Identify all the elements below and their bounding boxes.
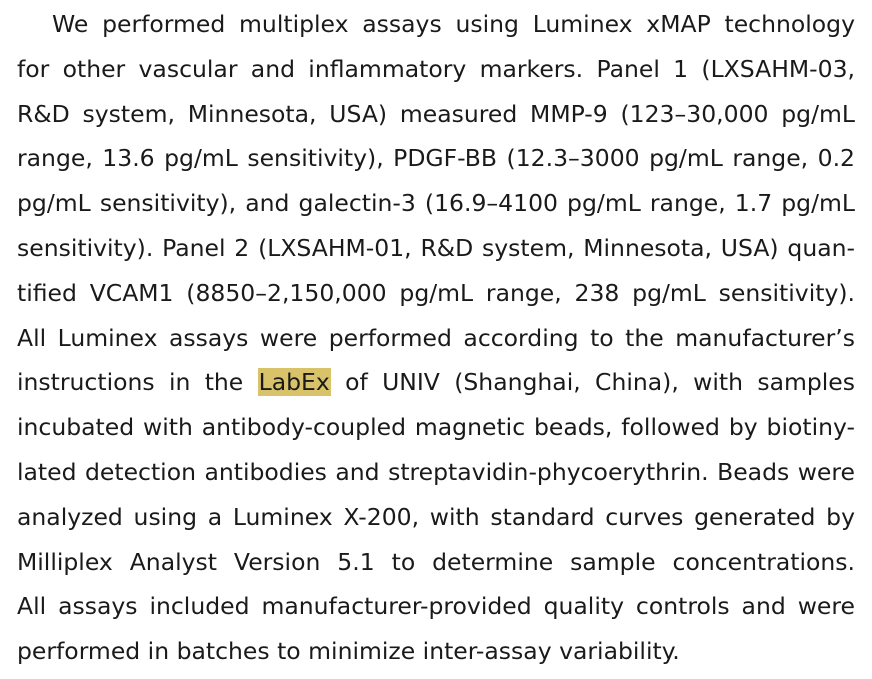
paragraph-line: Milliplex Analyst Version 5.1 to determine sample concentrations. — [17, 547, 855, 576]
paragraph-line: incubated with antibody-coupled magnetic beads, followed by biotiny- — [17, 413, 855, 442]
paragraph-line: tified VCAM1 (8850–2,150,000 pg/mL range, 238 pg/mL sensitivity). — [17, 278, 855, 307]
paragraph-line: All assays included manufacturer-provided quality controls and were — [17, 592, 855, 621]
paragraph-line: All Luminex assays were performed according to the manufacturer’s — [17, 323, 855, 352]
paragraph-line: lated detection antibodies and streptavidin-phycoerythrin. Beads were — [17, 457, 855, 486]
paragraph-line: range, 13.6 pg/mL sensitivity), PDGF-BB (12.3–3000 pg/mL range, 0.2 — [17, 144, 855, 173]
paragraph-line: for other vascular and inflammatory markers. Panel 1 (LXSAHM-03, — [17, 54, 855, 83]
highlighted-term: LabEx — [258, 368, 330, 397]
paragraph-line: analyzed using a Luminex X-200, with standard curves generated by — [17, 502, 855, 531]
paragraph-line: We performed multiplex assays using Luminex xMAP technology — [52, 10, 855, 38]
paragraph-line: R&D system, Minnesota, USA) measured MMP-9 (123–30,000 pg/mL — [17, 99, 855, 128]
text-segment: instructions in the — [17, 368, 258, 397]
paragraph-line: sensitivity). Panel 2 (LXSAHM-01, R&D system, Minnesota, USA) quan- — [17, 233, 855, 262]
paragraph-line: pg/mL sensitivity), and galectin-3 (16.9–4100 pg/mL range, 1.7 pg/mL — [17, 189, 855, 218]
document-body — [17, 2, 855, 674]
paragraph-line — [17, 360, 855, 405]
paragraph-line: performed in batches to minimize inter-assay variability. — [17, 637, 680, 666]
text-segment: of UNIV (Shanghai, China), with samples — [330, 368, 856, 397]
